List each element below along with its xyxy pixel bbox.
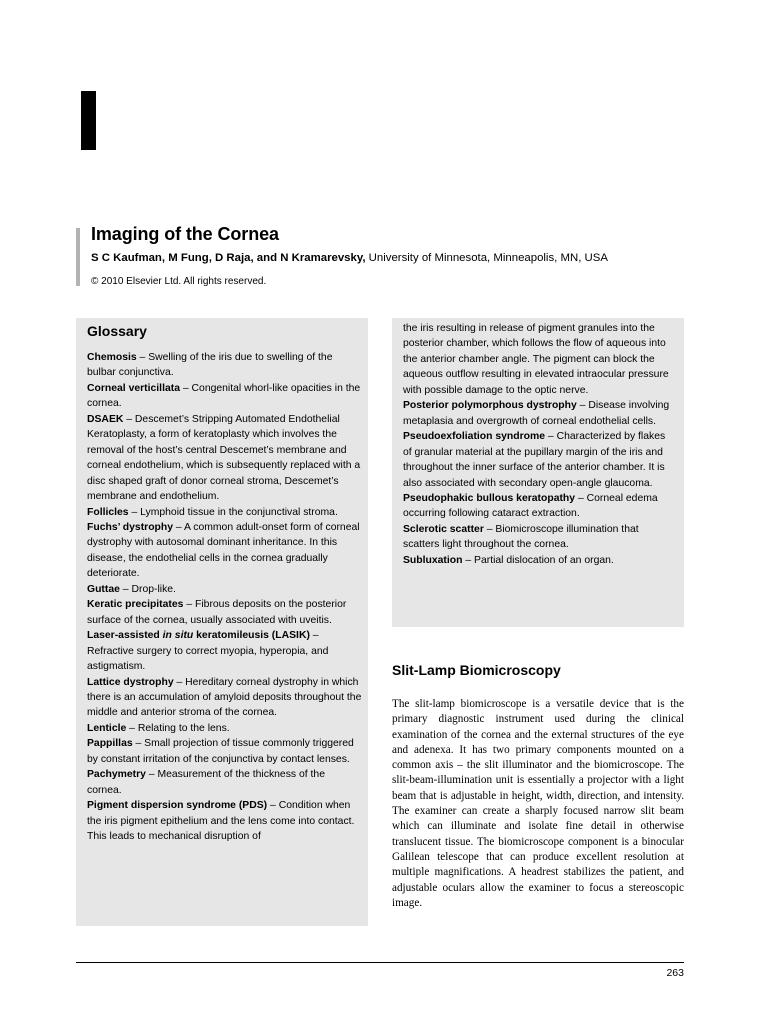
copyright-notice: © 2010 Elsevier Ltd. All rights reserved. [91, 276, 267, 287]
section-marker-bar [81, 91, 96, 150]
glossary-entries-right-list [403, 398, 673, 568]
glossary-definition: – Corneal edema occurring following cataract extraction. [403, 492, 658, 520]
glossary-definition: – Partial dislocation of an organ. [462, 554, 614, 566]
glossary-entry [87, 798, 362, 844]
glossary-definition: – Drop-like. [119, 583, 176, 595]
authors-line [91, 252, 608, 264]
glossary-entry [87, 582, 362, 597]
glossary-continuation: the iris resulting in release of pigment granules into the posterior chamber, which follows the flow of aqueous into the anterior chamber angle. The pigment can block the aqueous outflow resulting in elevated intraocular pressure with possible damage to the optic nerve. [403, 323, 669, 396]
glossary-term: Lattice dystrophy [87, 676, 174, 688]
glossary-entry [87, 412, 362, 505]
glossary-definition: – Measurement of the thickness of the cornea. [87, 769, 325, 796]
glossary-entry [87, 767, 362, 798]
glossary-entry [87, 628, 362, 674]
glossary-definition: – Small projection of tissue commonly triggered by constant irritation of the conjunctiva by contact lenses. [87, 738, 354, 765]
glossary-term: Sclerotic scatter [403, 523, 484, 535]
glossary-term: Pigment dispersion syndrome (PDS) [87, 800, 268, 812]
page-number: 263 [666, 967, 684, 979]
glossary-term: Pseudoexfoliation syndrome [403, 431, 546, 443]
glossary-entry [87, 381, 362, 412]
glossary-term-rest: keratomileusis (LASIK) [193, 630, 310, 642]
glossary-definition: – Relating to the lens. [126, 722, 230, 734]
glossary-entry [403, 491, 673, 522]
footer-rule [76, 962, 684, 963]
glossary-term: Guttae [87, 583, 120, 595]
glossary-definition: – Descemet’s Stripping Automated Endothelial Keratoplasty, a form of keratoplasty which involves the removal of the host’s central Descemet’s membrane and corneal endothelium, which is subsequently replaced with a disc shaped graft of donor corneal stroma, Descemet’s membrane and endothelium. [87, 413, 361, 503]
glossary-term: Lenticle [87, 722, 127, 734]
section-heading: Slit-Lamp Biomicroscopy [392, 662, 561, 678]
glossary-entry [403, 522, 673, 553]
glossary-term: Chemosis [87, 352, 137, 363]
glossary-term: Pappillas [87, 738, 133, 750]
glossary-definition: – Congenital whorl-like opacities in the cornea. [87, 382, 361, 410]
glossary-entry [87, 675, 362, 721]
section-paragraph: The slit-lamp biomicroscope is a versatile device that is the primary diagnostic instrument used during the clinical examination of the cornea and the external structures of the eye and adenexa. It has two primary components mounted on a common axis – the slit illuminator and the biomicroscope. The slit-beam-illumination unit is essentially a projector with a light beam that is adjustable in height, width, direction, and intensity. The examiner can create a sharply focused narrow slit beam which can illuminate and isolate fine detail in otherwise translucent tissue. The biomicroscope component is a binocular Galilean telescope that can produce excellent resolution at multiple magnifications. A headrest stabilizes the patient, and adjustable oculars allow the examiner to focus a stereoscopic image. [392, 698, 684, 909]
glossary-entry [87, 505, 362, 520]
glossary-definition: – Refractive surgery to correct myopia, hyperopia, and astigmatism. [87, 630, 329, 673]
glossary-term: Keratic precipitates [87, 599, 184, 611]
glossary-term-italic: in situ [162, 630, 194, 642]
glossary-definition: – Swelling of the iris due to swelling of the bulbar conjunctiva. [87, 352, 333, 379]
glossary-entry [87, 597, 362, 628]
article-title: Imaging of the Cornea [91, 224, 279, 244]
glossary-entry [403, 553, 673, 568]
glossary-term: Pachymetry [87, 769, 146, 781]
glossary-entry [87, 350, 362, 381]
glossary-entries-left [87, 350, 362, 845]
glossary-entry [87, 721, 362, 736]
glossary-entry [87, 520, 362, 582]
glossary-term: Subluxation [403, 554, 463, 566]
glossary-entry [87, 736, 362, 767]
glossary-entry [403, 398, 673, 429]
glossary-term: Fuchs’ dystrophy [87, 521, 174, 533]
glossary-definition: – Biomicroscope illumination that scatters light throughout the cornea. [403, 523, 639, 551]
glossary-definition: – Characterized by flakes of granular material at the pupillary margin of the iris and throughout the inner surface of the anterior chamber. It is also associated with secondary open-angle glaucoma. [403, 431, 666, 489]
glossary-term: Posterior polymorphous dystrophy [403, 400, 577, 412]
glossary-heading: Glossary [87, 323, 147, 339]
author-names: S C Kaufman, M Fung, D Raja, and N Kramarevsky, [91, 252, 366, 264]
glossary-definition: – Condition when the iris pigment epithelium and the lens come into contact. This leads to mechanical disruption of [87, 800, 355, 843]
glossary-term: Corneal verticillata [87, 382, 180, 394]
glossary-term: Follicles [87, 506, 129, 518]
glossary-entry [403, 429, 673, 491]
glossary-definition: – Hereditary corneal dystrophy in which there is an accumulation of amyloid deposits throughout the middle and anterior stroma of the cornea. [87, 676, 362, 719]
glossary-definition: – Disease involving metaplasia and overgrowth of corneal endothelial cells. [403, 400, 670, 427]
glossary-term: DSAEK [87, 413, 124, 425]
header-side-rule [76, 228, 80, 286]
author-affiliation: University of Minnesota, Minneapolis, MN, USA [365, 252, 608, 264]
glossary-definition: – Lymphoid tissue in the conjunctival stroma. [128, 506, 338, 518]
glossary-term: Laser-assisted [87, 630, 163, 642]
glossary-entries-right [403, 321, 673, 568]
glossary-definition: – A common adult-onset form of corneal dystrophy with autosomal dominant inheritance. In this disease, the endothelial cells in the cornea gradually deteriorate. [87, 521, 360, 580]
glossary-definition: – Fibrous deposits on the posterior surface of the cornea, usually associated with uveitis. [87, 599, 347, 626]
glossary-term: Pseudophakic bullous keratopathy [403, 492, 576, 504]
